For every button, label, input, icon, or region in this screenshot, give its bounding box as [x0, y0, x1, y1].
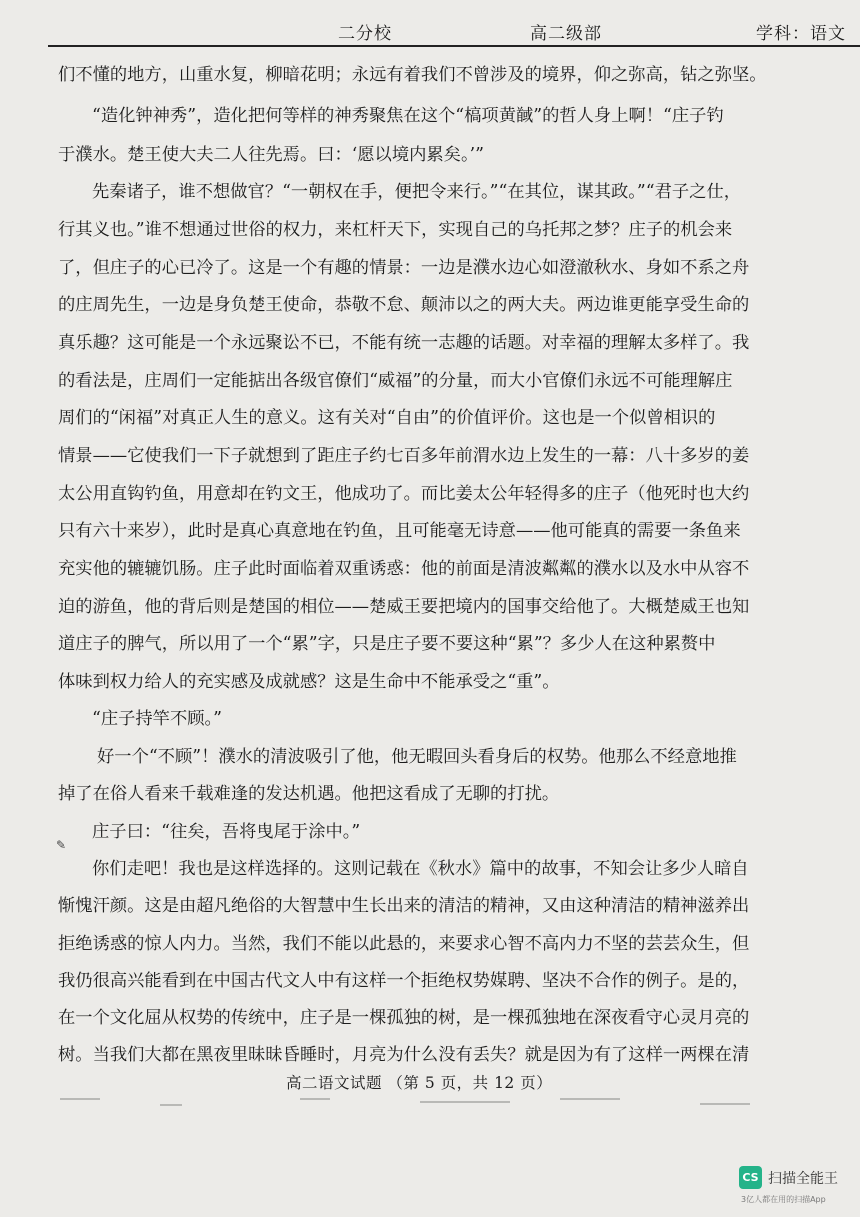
text-line: 惭愧汗颜。这是由超凡绝俗的大智慧中生长出来的清洁的精神，又由这种清洁的精神滋养出	[58, 896, 750, 916]
scan-speck	[60, 1098, 100, 1100]
scan-speck	[700, 1103, 750, 1105]
text-line: 你们走吧！我也是这样选择的。这则记载在《秋水》篇中的故事，不知会让多少人暗自	[92, 859, 749, 879]
text-line: 先秦诸子，谁不想做官？“一朝权在手，便把令来行。”“在其位，谋其政。”“君子之仕，	[92, 182, 742, 202]
scan-speck	[300, 1098, 330, 1100]
text-line: 体味到权力给人的充实感及成就感？这是生命中不能承受之“重”。	[58, 672, 560, 692]
text-line: 迫的游鱼，他的背后则是楚国的相位——楚威王要把境内的国事交给他了。大概楚威王也知	[58, 597, 750, 617]
scan-speck	[560, 1098, 620, 1100]
text-line: 只有六十来岁），此时是真心真意地在钓鱼，且可能毫无诗意——他可能真的需要一条鱼来	[58, 521, 741, 541]
margin-mark: ✎	[56, 838, 67, 852]
watermark-name: 扫描全能王	[768, 1171, 838, 1187]
text-line: 拒绝诱惑的惊人内力。当然，我们不能以此悬的，来要求心智不高内力不坚的芸芸众生，但	[58, 934, 750, 954]
scan-speck	[160, 1104, 182, 1106]
text-line: 太公用直钩钓鱼，用意却在钓文王，他成功了。而比姜太公年轻得多的庄子（他死时也大约	[58, 484, 750, 504]
text-line: “造化钟神秀”，造化把何等样的神秀聚焦在这个“槁项黄馘”的哲人身上啊！“庄子钓	[92, 106, 724, 126]
header-rule	[48, 45, 860, 47]
text-line: 了，但庄子的心已冷了。这是一个有趣的情景：一边是濮水边心如澄澈秋水、身如不系之舟	[58, 258, 750, 278]
text-line: 真乐趣？这可能是一个永远聚讼不已，不能有统一志趣的话题。对幸福的理解太多样了。我	[58, 333, 750, 353]
page-footer: 高二语文试题 （第 5 页，共 12 页）	[286, 1074, 553, 1092]
text-line: 充实他的辘辘饥肠。庄子此时面临着双重诱惑：他的前面是清波粼粼的濮水以及水中从容不	[58, 559, 750, 579]
text-line: 于濮水。楚王使大夫二人往先焉。曰：‘愿以境内累矣。’”	[58, 145, 484, 165]
text-line: 情景——它使我们一下子就想到了距庄子约七百多年前渭水边上发生的一幕：八十多岁的姜	[58, 446, 750, 466]
watermark-tagline: 3亿人都在用的扫描App	[741, 1195, 826, 1204]
cs-logo-icon: CS	[739, 1166, 762, 1189]
text-line: 我仍很高兴能看到在中国古代文人中有这样一个拒绝权势媒聘、坚决不合作的例子。是的，	[58, 971, 750, 991]
text-line: 庄子曰：“往矣，吾将曳尾于涂中。”	[92, 822, 361, 842]
text-line: 在一个文化屈从权势的传统中，庄子是一棵孤独的树，是一棵孤独地在深夜看守心灵月亮的	[58, 1008, 750, 1028]
text-line: 们不懂的地方，山重水复，柳暗花明；永远有着我们不曾涉及的境界，仰之弥高，钻之弥坚。	[58, 65, 767, 85]
text-line: 的庄周先生，一边是身负楚王使命，恭敬不怠、颠沛以之的两大夫。两边谁更能享受生命的	[58, 295, 750, 315]
text-line: 好一个“不顾”！濮水的清波吸引了他，他无暇回头看身后的权势。他那么不经意地推	[97, 747, 737, 767]
text-line: 的看法是，庄周们一定能掂出各级官僚们“威福”的分量，而大小官僚们永远不可能理解庄	[58, 371, 733, 391]
text-line: 行其义也。”谁不想通过世俗的权力，来杠杆天下，实现自己的乌托邦之梦？庄子的机会来	[58, 220, 733, 240]
text-line: 树。当我们大都在黑夜里昧昧昏睡时，月亮为什么没有丢失？就是因为有了这样一两棵在清	[58, 1045, 750, 1065]
header-department: 高二级部	[530, 24, 602, 44]
text-line: “庄子持竿不顾。”	[92, 709, 222, 729]
text-line: 周们的“闲福”对真正人生的意义。这有关对“自由”的价值评价。这也是一个似曾相识的	[58, 408, 716, 428]
text-line: 道庄子的脾气，所以用了一个“累”字，只是庄子要不要这种“累”？多少人在这种累赘中	[58, 634, 716, 654]
header-school: 二分校	[338, 24, 392, 44]
text-line: 掉了在俗人看来千载难逢的发达机遇。他把这看成了无聊的打扰。	[58, 784, 560, 804]
header-subject: 学科：语文	[756, 24, 846, 44]
scan-speck	[420, 1101, 510, 1103]
